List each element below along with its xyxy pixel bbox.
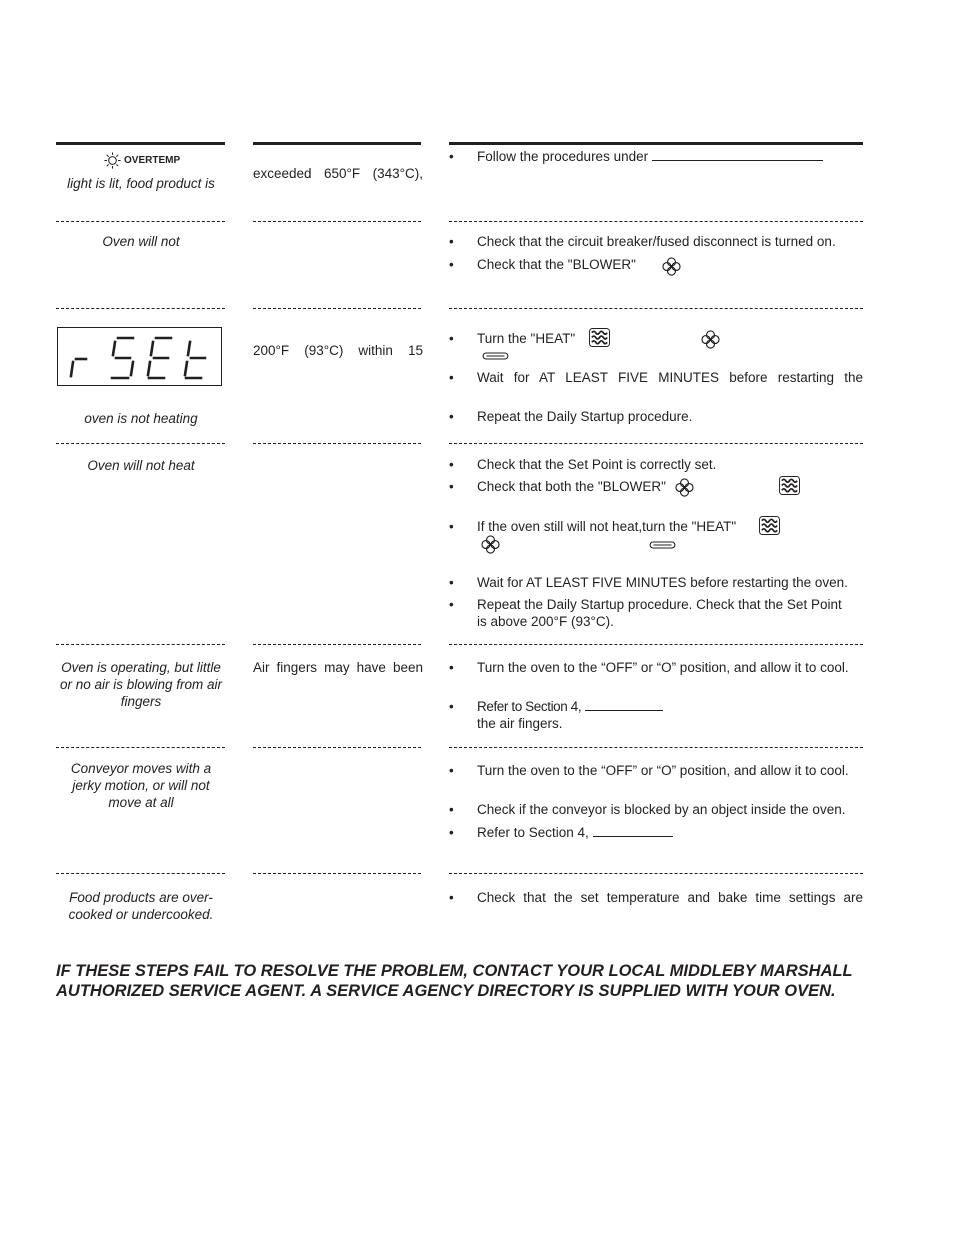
row3-action-2: Wait for AT LEAST FIVE MINUTES before restarting the [477,370,863,385]
row-divider [449,221,863,222]
row-divider [449,873,863,874]
row-divider [253,443,421,444]
bullet: • [449,331,454,346]
blower-fan-icon [481,535,500,554]
row4-symptom: Oven will not heat [87,458,195,473]
blank-reference-line [593,824,673,837]
blower-fan-icon [701,330,720,349]
row-divider [56,873,225,874]
row-divider [253,221,421,222]
row7-symptom: Food products are over-cooked or undercooked. [68,890,214,922]
bullet: • [449,597,454,612]
row5-cause: Air fingers may have been [253,660,423,675]
row6-action-1: Turn the oven to the “OFF” or “O” position, and allow it to cool. [477,763,849,778]
action-text: Follow the procedures under [477,149,649,164]
bullet: • [449,234,454,249]
column-rule-action [449,142,863,145]
row4-action-4: Wait for AT LEAST FIVE MINUTES before restarting the oven. [477,575,848,590]
row-divider [449,443,863,444]
row6-action-3 [477,824,863,841]
row-divider [56,221,225,222]
row-divider [253,308,421,309]
bullet: • [449,660,454,675]
row2-action-1: Check that the circuit breaker/fused disconnect is turned on. [477,234,836,249]
blower-fan-icon [675,478,694,497]
row3-action-1: Turn the "HEAT" [477,331,576,346]
row6-symptom: Conveyor moves with a jerky motion, or will not move at all [70,761,212,810]
row5-action-2 [477,698,863,715]
row-divider [449,308,863,309]
row6-action-2: Check if the conveyor is blocked by an object inside the oven. [477,802,846,817]
overtemp-label: OVERTEMP [124,155,181,166]
row5-symptom: Oven is operating, but little or no air is blowing from air fingers [59,660,223,709]
rset-display [57,327,222,386]
row4-action-5: Repeat the Daily Startup procedure. Check that the Set Point [477,597,842,612]
column-rule-symptom [56,142,225,145]
off-position-icon [482,352,509,360]
row3-symptom: oven is not heating [84,411,198,426]
row5-action-1: Turn the oven to the “OFF” or “O” position, and allow it to cool. [477,660,849,675]
column-rule-cause [253,142,421,145]
row-divider [253,873,421,874]
row3-action-3: Repeat the Daily Startup procedure. [477,409,693,424]
row2-symptom: Oven will not [102,234,180,249]
rset-segments [58,328,221,385]
heat-icon [589,328,610,347]
action-text: Refer to Section 4, [477,699,582,714]
row1-action-1 [477,148,863,165]
bullet: • [449,519,454,534]
row-divider [253,644,421,645]
action-text: Refer to Section 4, [477,825,589,840]
row-divider [56,443,225,444]
blower-fan-icon [662,257,681,276]
bullet: • [449,802,454,817]
row7-action-1: Check that the set temperature and bake time settings are [477,890,863,905]
row-divider [56,308,225,309]
blank-reference-line [585,698,663,711]
row-divider [56,747,225,748]
service-agent-notice: IF THESE STEPS FAIL TO RESOLVE THE PROBLEM, CONTACT YOUR LOCAL MIDDLEBY MARSHALL AUTHORIZED SERVICE AGENT. A SERVICE AGENCY DIRECTORY IS SUPPLIED WITH YOUR OVEN. [56,962,853,1000]
row4-action-2: Check that both the "BLOWER" [477,479,666,494]
bullet: • [449,257,454,272]
row2-action-2: Check that the "BLOWER" [477,257,636,272]
bullet: • [449,457,454,472]
row-divider [253,747,421,748]
row1-cause: exceeded 650°F (343°C), [253,166,423,181]
row-divider [56,644,225,645]
bullet: • [449,409,454,424]
overtemp-light-icon [104,152,121,169]
heat-icon [779,476,800,495]
off-position-icon [649,541,676,549]
row-divider [449,644,863,645]
row4-action-5-cont: is above 200°F (93°C). [477,614,614,629]
blank-reference-line [652,148,823,161]
bullet: • [449,890,454,905]
row5-action-2-cont: the air fingers. [477,716,563,731]
row1-symptom: light is lit, food product is [67,176,215,191]
row3-cause: 200°F (93°C) within 15 [253,343,423,358]
bullet: • [449,479,454,494]
heat-icon [759,516,780,535]
row-divider [449,747,863,748]
bullet: • [449,699,454,714]
bullet: • [449,370,454,385]
bullet: • [449,763,454,778]
row4-action-1: Check that the Set Point is correctly set. [477,457,717,472]
bullet: • [449,825,454,840]
bullet: • [449,575,454,590]
bullet: • [449,149,454,164]
row4-action-3: If the oven still will not heat,turn the "HEAT" [477,519,737,534]
